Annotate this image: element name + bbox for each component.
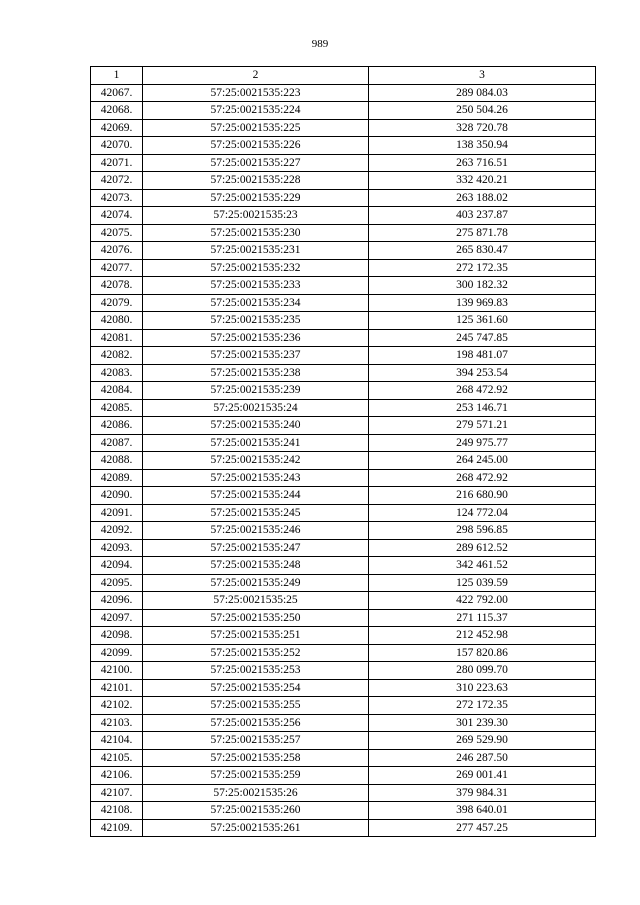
row-number-cell: 42076.: [91, 242, 143, 260]
row-number-cell: 42088.: [91, 452, 143, 470]
value-cell: 328 720.78: [369, 119, 596, 137]
cadastral-number-cell: 57:25:0021535:236: [143, 329, 369, 347]
row-number-cell: 42083.: [91, 364, 143, 382]
row-number-cell: 42090.: [91, 487, 143, 505]
cadastral-number-cell: 57:25:0021535:244: [143, 487, 369, 505]
value-cell: 289 084.03: [369, 84, 596, 102]
cadastral-number-cell: 57:25:0021535:243: [143, 469, 369, 487]
value-cell: 394 253.54: [369, 364, 596, 382]
row-number-cell: 42084.: [91, 382, 143, 400]
row-number-cell: 42073.: [91, 189, 143, 207]
cadastral-number-cell: 57:25:0021535:252: [143, 644, 369, 662]
value-cell: 246 287.50: [369, 749, 596, 767]
row-number-cell: 42069.: [91, 119, 143, 137]
value-cell: 279 571.21: [369, 417, 596, 435]
cadastral-number-cell: 57:25:0021535:24: [143, 399, 369, 417]
value-cell: 263 716.51: [369, 154, 596, 172]
cadastral-number-cell: 57:25:0021535:225: [143, 119, 369, 137]
cadastral-number-cell: 57:25:0021535:231: [143, 242, 369, 260]
cadastral-number-cell: 57:25:0021535:237: [143, 347, 369, 365]
table-row: [91, 784, 596, 802]
cadastral-number-cell: 57:25:0021535:228: [143, 172, 369, 190]
value-cell: 268 472.92: [369, 469, 596, 487]
table-row: [91, 732, 596, 750]
table-row: [91, 662, 596, 680]
table-row: [91, 294, 596, 312]
cadastral-number-cell: 57:25:0021535:259: [143, 767, 369, 785]
table-row: [91, 627, 596, 645]
value-cell: 301 239.30: [369, 714, 596, 732]
value-cell: 249 975.77: [369, 434, 596, 452]
value-cell: 198 481.07: [369, 347, 596, 365]
cadastral-number-cell: 57:25:0021535:25: [143, 592, 369, 610]
row-number-cell: 42074.: [91, 207, 143, 225]
value-cell: 422 792.00: [369, 592, 596, 610]
page-number: 989: [311, 38, 329, 50]
table-row: [91, 364, 596, 382]
table-row: [91, 312, 596, 330]
row-number-cell: 42086.: [91, 417, 143, 435]
cadastral-value-table: [90, 66, 596, 837]
row-number-cell: 42087.: [91, 434, 143, 452]
table-row: [91, 697, 596, 715]
row-number-cell: 42103.: [91, 714, 143, 732]
table-row: [91, 189, 596, 207]
column-header-value: 3: [369, 67, 596, 85]
value-cell: 300 182.32: [369, 277, 596, 295]
row-number-cell: 42109.: [91, 819, 143, 837]
table-row: [91, 767, 596, 785]
row-number-cell: 42082.: [91, 347, 143, 365]
table-row: [91, 102, 596, 120]
cadastral-number-cell: 57:25:0021535:241: [143, 434, 369, 452]
row-number-cell: 42094.: [91, 557, 143, 575]
value-cell: 264 245.00: [369, 452, 596, 470]
cadastral-number-cell: 57:25:0021535:26: [143, 784, 369, 802]
row-number-cell: 42104.: [91, 732, 143, 750]
table-row: [91, 277, 596, 295]
cadastral-number-cell: 57:25:0021535:261: [143, 819, 369, 837]
value-cell: 379 984.31: [369, 784, 596, 802]
row-number-cell: 42072.: [91, 172, 143, 190]
row-number-cell: 42097.: [91, 609, 143, 627]
cadastral-number-cell: 57:25:0021535:246: [143, 522, 369, 540]
cadastral-number-cell: 57:25:0021535:245: [143, 504, 369, 522]
table-body: [91, 84, 596, 837]
row-number-cell: 42071.: [91, 154, 143, 172]
value-cell: 342 461.52: [369, 557, 596, 575]
value-cell: 271 115.37: [369, 609, 596, 627]
table-row: [91, 522, 596, 540]
row-number-cell: 42077.: [91, 259, 143, 277]
value-cell: 265 830.47: [369, 242, 596, 260]
row-number-cell: 42102.: [91, 697, 143, 715]
cadastral-number-cell: 57:25:0021535:227: [143, 154, 369, 172]
value-cell: 277 457.25: [369, 819, 596, 837]
table-row: [91, 539, 596, 557]
value-cell: 125 361.60: [369, 312, 596, 330]
row-number-cell: 42067.: [91, 84, 143, 102]
value-cell: 403 237.87: [369, 207, 596, 225]
row-number-cell: 42092.: [91, 522, 143, 540]
cadastral-number-cell: 57:25:0021535:226: [143, 137, 369, 155]
table-row: [91, 224, 596, 242]
value-cell: 263 188.02: [369, 189, 596, 207]
value-cell: 245 747.85: [369, 329, 596, 347]
table-row: [91, 154, 596, 172]
value-cell: 268 472.92: [369, 382, 596, 400]
value-cell: 253 146.71: [369, 399, 596, 417]
value-cell: 275 871.78: [369, 224, 596, 242]
table-row: [91, 749, 596, 767]
row-number-cell: 42096.: [91, 592, 143, 610]
row-number-cell: 42091.: [91, 504, 143, 522]
row-number-cell: 42068.: [91, 102, 143, 120]
table-row: [91, 417, 596, 435]
row-number-cell: 42081.: [91, 329, 143, 347]
table-row: [91, 382, 596, 400]
cadastral-number-cell: 57:25:0021535:23: [143, 207, 369, 225]
value-cell: 216 680.90: [369, 487, 596, 505]
cadastral-number-cell: 57:25:0021535:248: [143, 557, 369, 575]
value-cell: 269 001.41: [369, 767, 596, 785]
cadastral-number-cell: 57:25:0021535:256: [143, 714, 369, 732]
table-row: [91, 137, 596, 155]
row-number-cell: 42089.: [91, 469, 143, 487]
cadastral-number-cell: 57:25:0021535:232: [143, 259, 369, 277]
value-cell: 298 596.85: [369, 522, 596, 540]
cadastral-number-cell: 57:25:0021535:258: [143, 749, 369, 767]
value-cell: 125 039.59: [369, 574, 596, 592]
row-number-cell: 42107.: [91, 784, 143, 802]
row-number-cell: 42070.: [91, 137, 143, 155]
cadastral-number-cell: 57:25:0021535:235: [143, 312, 369, 330]
row-number-cell: 42085.: [91, 399, 143, 417]
table-row: [91, 487, 596, 505]
cadastral-number-cell: 57:25:0021535:223: [143, 84, 369, 102]
cadastral-number-cell: 57:25:0021535:254: [143, 679, 369, 697]
row-number-cell: 42101.: [91, 679, 143, 697]
row-number-cell: 42095.: [91, 574, 143, 592]
row-number-cell: 42099.: [91, 644, 143, 662]
cadastral-number-cell: 57:25:0021535:251: [143, 627, 369, 645]
row-number-cell: 42078.: [91, 277, 143, 295]
value-cell: 289 612.52: [369, 539, 596, 557]
table-row: [91, 119, 596, 137]
table-row: [91, 84, 596, 102]
table-row: [91, 399, 596, 417]
table-row: [91, 434, 596, 452]
value-cell: 212 452.98: [369, 627, 596, 645]
cadastral-number-cell: 57:25:0021535:230: [143, 224, 369, 242]
table-row: [91, 347, 596, 365]
value-cell: 332 420.21: [369, 172, 596, 190]
cadastral-number-cell: 57:25:0021535:255: [143, 697, 369, 715]
value-cell: 269 529.90: [369, 732, 596, 750]
table-row: [91, 679, 596, 697]
table-row: [91, 819, 596, 837]
cadastral-number-cell: 57:25:0021535:247: [143, 539, 369, 557]
value-cell: 138 350.94: [369, 137, 596, 155]
cadastral-number-cell: 57:25:0021535:234: [143, 294, 369, 312]
row-number-cell: 42080.: [91, 312, 143, 330]
table-row: [91, 714, 596, 732]
value-cell: 157 820.86: [369, 644, 596, 662]
cadastral-number-cell: 57:25:0021535:238: [143, 364, 369, 382]
value-cell: 398 640.01: [369, 802, 596, 820]
table-row: [91, 574, 596, 592]
table-row: [91, 259, 596, 277]
row-number-cell: 42106.: [91, 767, 143, 785]
value-cell: 124 772.04: [369, 504, 596, 522]
cadastral-number-cell: 57:25:0021535:250: [143, 609, 369, 627]
table-row: [91, 592, 596, 610]
value-cell: 280 099.70: [369, 662, 596, 680]
row-number-cell: 42108.: [91, 802, 143, 820]
column-header-cadastral-number: 2: [143, 67, 369, 85]
table-row: [91, 172, 596, 190]
cadastral-number-cell: 57:25:0021535:260: [143, 802, 369, 820]
cadastral-number-cell: 57:25:0021535:224: [143, 102, 369, 120]
cadastral-number-cell: 57:25:0021535:233: [143, 277, 369, 295]
table-header: [91, 67, 596, 85]
row-number-cell: 42075.: [91, 224, 143, 242]
header-row: [91, 67, 596, 85]
table-row: [91, 207, 596, 225]
row-number-cell: 42098.: [91, 627, 143, 645]
value-cell: 139 969.83: [369, 294, 596, 312]
row-number-cell: 42105.: [91, 749, 143, 767]
table-row: [91, 469, 596, 487]
table-row: [91, 557, 596, 575]
cadastral-number-cell: 57:25:0021535:240: [143, 417, 369, 435]
cadastral-number-cell: 57:25:0021535:239: [143, 382, 369, 400]
row-number-cell: 42079.: [91, 294, 143, 312]
row-number-cell: 42093.: [91, 539, 143, 557]
value-cell: 250 504.26: [369, 102, 596, 120]
column-header-number: 1: [91, 67, 143, 85]
value-cell: 310 223.63: [369, 679, 596, 697]
table-row: [91, 452, 596, 470]
value-cell: 272 172.35: [369, 259, 596, 277]
cadastral-number-cell: 57:25:0021535:229: [143, 189, 369, 207]
table-row: [91, 802, 596, 820]
cadastral-number-cell: 57:25:0021535:257: [143, 732, 369, 750]
table-row: [91, 644, 596, 662]
table-row: [91, 609, 596, 627]
value-cell: 272 172.35: [369, 697, 596, 715]
cadastral-number-cell: 57:25:0021535:242: [143, 452, 369, 470]
row-number-cell: 42100.: [91, 662, 143, 680]
cadastral-number-cell: 57:25:0021535:253: [143, 662, 369, 680]
table-row: [91, 242, 596, 260]
table-row: [91, 504, 596, 522]
table-row: [91, 329, 596, 347]
cadastral-number-cell: 57:25:0021535:249: [143, 574, 369, 592]
